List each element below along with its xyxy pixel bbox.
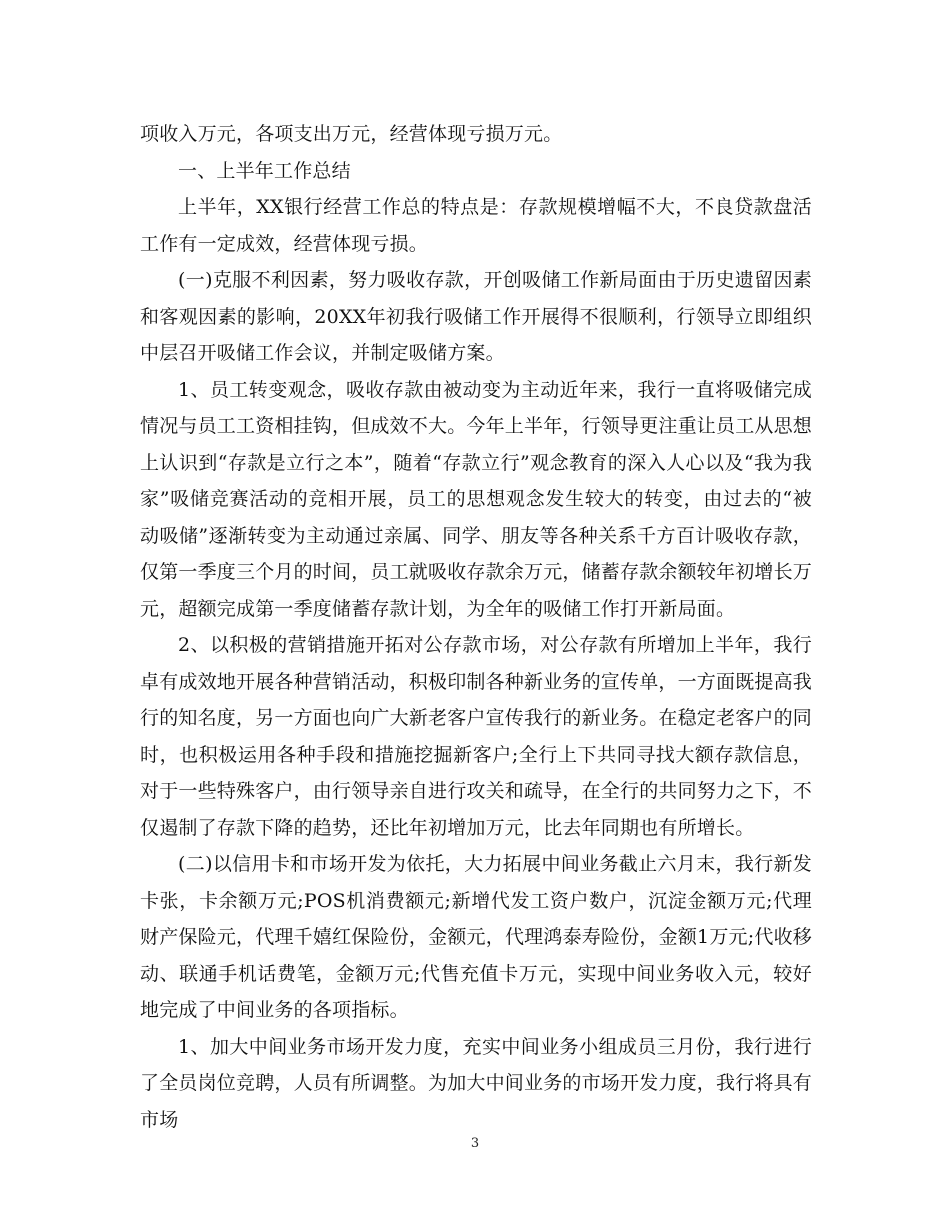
paragraph-summary: 上半年，XX银行经营工作总的特点是：存款规模增幅不大，不良贷款盘活工作有一定成效，经营体现亏损。 (140, 196, 812, 255)
paragraph-item-3: 1、加大中间业务市场开发力度，充实中间业务小组成员三月份，我行进行了全员岗位竞聘，人员有所调整。为加大中间业务的市场开发力度，我行将具有市场 (140, 1035, 813, 1131)
section-heading: 一、上半年工作总结 (178, 159, 351, 182)
paragraph-continuation: 项收入万元，各项支出万元，经营体现亏损万元。 (140, 123, 563, 145)
paragraph-subsection-2: (二)以信用卡和市场开发为依托，大力拓展中间业务截止六月末，我行新发卡张，卡余额万元;POS机消费额元;新增代发工资户数户，沉淀金额万元;代理财产保险元，代理千嬉红保险份，金额元，代理鸿泰寿险份，金额1万元;代收移动、联通手机话费笔，金额万元;代售充值卡万元，实现中间业务收入元，较好地完成了中间业务的各项指标。 (140, 853, 812, 1021)
paragraph-item-1: 1、员工转变观念，吸收存款由被动变为主动近年来，我行一直将吸储完成情况与员工工资相挂钩，但成效不大。今年上半年，行领导更注重让员工从思想上认识到“存款是立行之本”，随着“存款立行”观念教育的深入人心以及“我为我家”吸储竞赛活动的竞相开展，员工的思想观念发生较大的转变，由过去的“被动吸储”逐渐转变为主动通过亲属、同学、朋友等各种关系千方百计吸收存款，仅第一季度三个月的时间，员工就吸收存款余万元，储蓄存款余额较年初增长万元，超额完成第一季度储蓄存款计划，为全年的吸储工作打开新局面。 (140, 378, 813, 620)
document-body (140, 116, 812, 1138)
page-number: 3 (470, 1136, 480, 1151)
paragraph-subsection-1: (一)克服不利因素，努力吸收存款，开创吸储工作新局面由于历史遗留因素和客观因素的影响，20XX年初我行吸储工作开展得不很顺利，行领导立即组织中层召开吸储工作会议，并制定吸储方案。 (140, 269, 812, 364)
paragraph-item-2: 2、以积极的营销措施开拓对公存款市场，对公存款有所增加上半年，我行卓有成效地开展各种营销活动，积极印制各种新业务的宣传单，一方面既提高我行的知名度，另一方面也向广大新老客户宣传我行的新业务。在稳定老客户的同时，也积极运用各种手段和措施挖掘新客户;全行上下共同寻找大额存款信息，对于一些特殊客户，由行领导亲自进行攻关和疏导，在全行的共同努力之下，不仅遏制了存款下降的趋势，还比年初增加万元，比去年同期也有所增长。 (140, 634, 813, 839)
